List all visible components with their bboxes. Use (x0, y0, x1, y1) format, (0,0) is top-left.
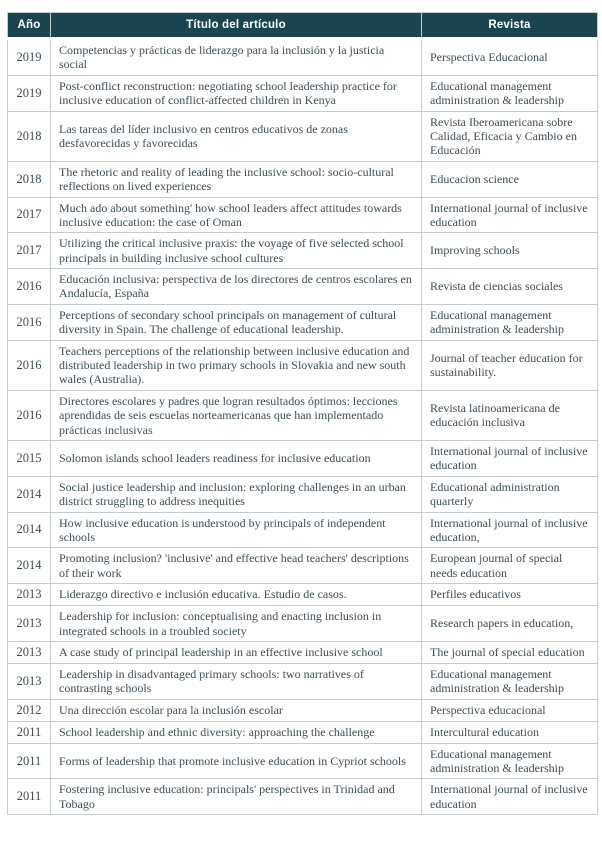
table-row (8, 743, 598, 779)
journal-cell: Educational management administration & leadership (422, 743, 598, 779)
year-cell: 2016 (8, 304, 51, 340)
year-cell: 2018 (8, 161, 51, 197)
journal-cell: Educational management administration & leadership (422, 304, 598, 340)
journal-cell: Revista Iberoamericana sobre Calidad, Eficacia y Cambio en Educación (422, 111, 598, 161)
table-row (8, 75, 598, 111)
table-row (8, 269, 598, 305)
title-cell: Directores escolares y padres que logran resultados óptimos: lecciones aprendidas de seis escuelas norteamericanas que han implementado prácticas inclusivas (51, 390, 422, 440)
title-cell: Forms of leadership that promote inclusive education in Cypriot schools (51, 743, 422, 779)
year-cell: 2017 (8, 233, 51, 269)
title-cell: Teachers perceptions of the relationship between inclusive education and distributed leadership in two primary schools in Slovakia and new south wales (Australia). (51, 340, 422, 390)
journal-cell: Research papers in education, (422, 606, 598, 642)
title-cell: Liderazgo directivo e inclusión educativa. Estudio de casos. (51, 584, 422, 606)
journal-cell: Perspectiva Educacional (422, 39, 598, 76)
year-cell: 2018 (8, 111, 51, 161)
journal-cell: Educacion science (422, 161, 598, 197)
table-row (8, 476, 598, 512)
year-cell: 2011 (8, 743, 51, 779)
journal-cell: Perfiles educativos (422, 584, 598, 606)
year-cell: 2016 (8, 340, 51, 390)
journal-cell: Improving schools (422, 233, 598, 269)
year-cell: 2013 (8, 606, 51, 642)
year-cell: 2013 (8, 641, 51, 663)
journal-cell: Educational administration quarterly (422, 476, 598, 512)
table-row (8, 512, 598, 548)
year-cell: 2014 (8, 512, 51, 548)
year-cell: 2016 (8, 269, 51, 305)
table-row (8, 440, 598, 476)
year-cell: 2011 (8, 779, 51, 815)
year-cell: 2017 (8, 197, 51, 233)
year-cell: 2014 (8, 548, 51, 584)
table-row (8, 548, 598, 584)
title-cell: Leadership in disadvantaged primary schools: two narratives of contrasting schools (51, 663, 422, 699)
title-cell: The rhetoric and reality of leading the inclusive school: socio-cultural reflections on lived experiences (51, 161, 422, 197)
journal-cell: Revista latinoamericana de educación inclusiva (422, 390, 598, 440)
year-cell: 2013 (8, 584, 51, 606)
column-header-journal: Revista (422, 13, 598, 39)
table-row (8, 606, 598, 642)
journal-cell: International journal of inclusive education (422, 440, 598, 476)
journal-cell: International journal of inclusive education, (422, 512, 598, 548)
title-cell: Fostering inclusive education: principals' perspectives in Trinidad and Tobago (51, 779, 422, 815)
journal-cell: Educational management administration & leadership (422, 663, 598, 699)
title-cell: Educación inclusiva: perspectiva de los directores de centros escolares en Andalucía, España (51, 269, 422, 305)
title-cell: A case study of principal leadership in an effective inclusive school (51, 641, 422, 663)
title-cell: School leadership and ethnic diversity: approaching the challenge (51, 721, 422, 743)
year-cell: 2019 (8, 39, 51, 76)
table-row (8, 779, 598, 815)
title-cell: Perceptions of secondary school principals on management of cultural diversity in Spain. The challenge of educational leadership. (51, 304, 422, 340)
year-cell: 2015 (8, 440, 51, 476)
year-cell: 2013 (8, 663, 51, 699)
table-row (8, 390, 598, 440)
table-row (8, 197, 598, 233)
table-body (8, 39, 598, 815)
year-cell: 2016 (8, 390, 51, 440)
table-row (8, 39, 598, 76)
journal-cell: The journal of special education (422, 641, 598, 663)
journal-cell: Intercultural education (422, 721, 598, 743)
table-row (8, 663, 598, 699)
title-cell: Una dirección escolar para la inclusión escolar (51, 699, 422, 721)
table-row (8, 699, 598, 721)
column-header-year: Año (8, 13, 51, 39)
table-row (8, 304, 598, 340)
journal-cell: Educational management administration & leadership (422, 75, 598, 111)
year-cell: 2019 (8, 75, 51, 111)
table-row (8, 161, 598, 197)
journal-cell: Revista de ciencias sociales (422, 269, 598, 305)
title-cell: Much ado about something' how school leaders affect attitudes towards inclusive education: the case of Oman (51, 197, 422, 233)
title-cell: Solomon islands school leaders readiness for inclusive education (51, 440, 422, 476)
year-cell: 2011 (8, 721, 51, 743)
title-cell: Post-conflict reconstruction: negotiating school leadership practice for inclusive education of conflict-affected children in Kenya (51, 75, 422, 111)
table-row (8, 721, 598, 743)
journal-cell: Journal of teacher education for sustainability. (422, 340, 598, 390)
table-header (8, 13, 598, 39)
title-cell: Social justice leadership and inclusion: exploring challenges in an urban district struggling to address inequities (51, 476, 422, 512)
table-row (8, 111, 598, 161)
table-row (8, 233, 598, 269)
column-header-title: Título del artículo (51, 13, 422, 39)
title-cell: Leadership for inclusion: conceptualising and enacting inclusion in integrated schools in a troubled society (51, 606, 422, 642)
title-cell: Competencias y prácticas de liderazgo para la inclusión y la justicia social (51, 39, 422, 76)
table-row (8, 340, 598, 390)
title-cell: Las tareas del líder inclusivo en centros educativos de zonas desfavorecidas y favorecidas (51, 111, 422, 161)
title-cell: Promoting inclusion? 'inclusive' and effective head teachers' descriptions of their work (51, 548, 422, 584)
table-row (8, 584, 598, 606)
table-row (8, 641, 598, 663)
journal-cell: International journal of inclusive education (422, 197, 598, 233)
journal-cell: Perspectiva educacional (422, 699, 598, 721)
year-cell: 2014 (8, 476, 51, 512)
title-cell: How inclusive education is understood by principals of independent schools (51, 512, 422, 548)
journal-cell: International journal of inclusive education (422, 779, 598, 815)
title-cell: Utilizing the critical inclusive praxis: the voyage of five selected school principals in building inclusive school cultures (51, 233, 422, 269)
header-row (8, 13, 598, 39)
articles-table (7, 12, 598, 815)
year-cell: 2012 (8, 699, 51, 721)
journal-cell: European journal of special needs education (422, 548, 598, 584)
